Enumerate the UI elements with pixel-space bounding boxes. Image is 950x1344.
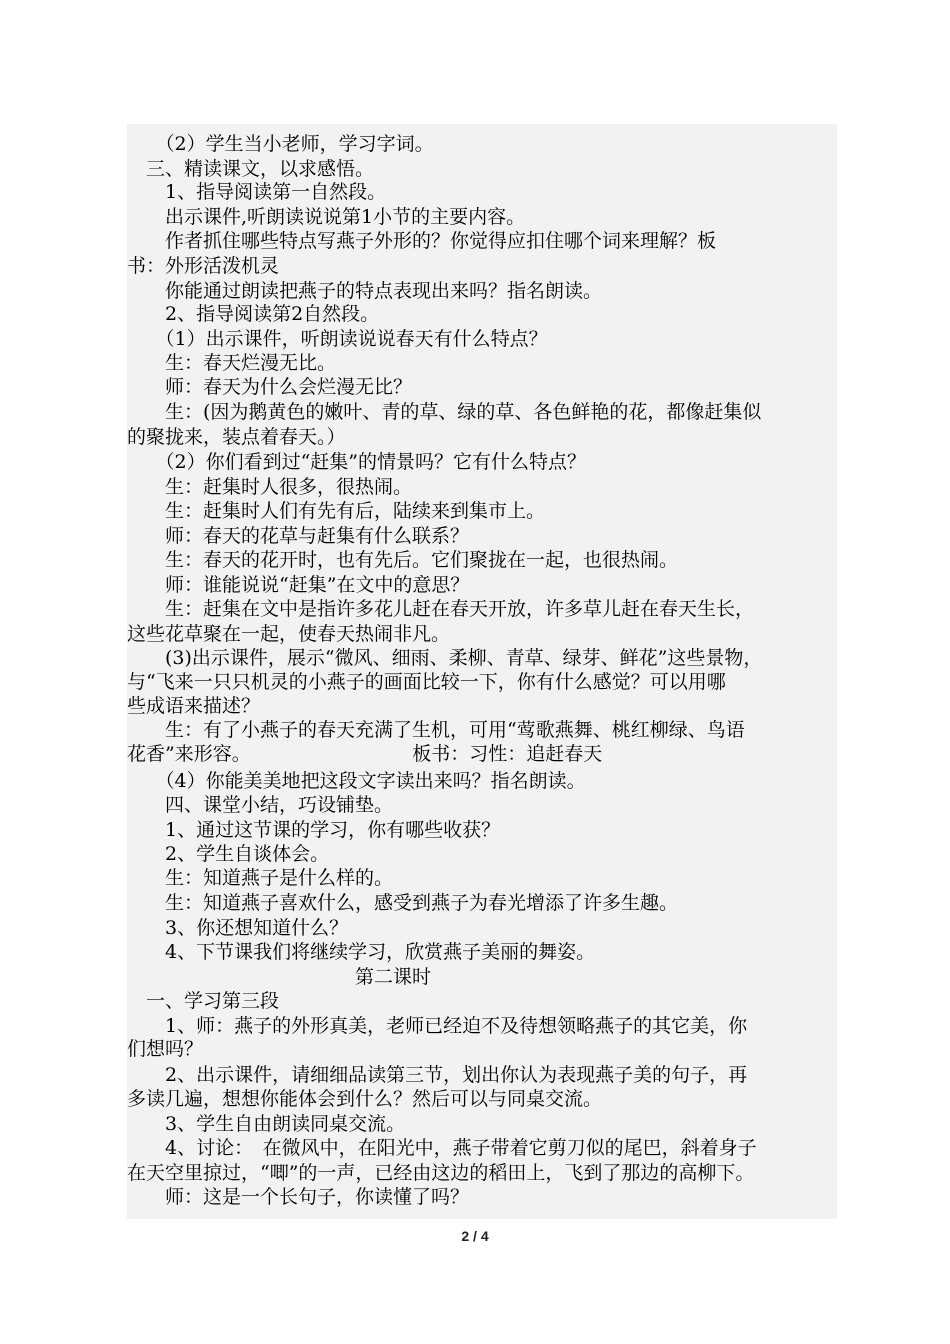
text-line: 1、指导阅读第一自然段。 <box>127 181 387 203</box>
text-line: 这些花草聚在一起，使春天热闹非凡。 <box>127 623 451 645</box>
text-line: 多读几遍，想想你能体会到什么？然后可以与同桌交流。 <box>127 1088 603 1110</box>
text-line: 生：有了小燕子的春天充满了生机，可用“莺歌燕舞、桃红柳绿、鸟语 <box>127 719 745 741</box>
page-number: 2 / 4 <box>461 1228 489 1244</box>
text-line: (3)出示课件，展示“微风、细雨、柔柳、青草、绿芽、鲜花”这些景物， <box>127 647 763 669</box>
text-line: 作者抓住哪些特点写燕子外形的？你觉得应扣住哪个词来理解？板 <box>127 230 717 252</box>
text-line: 2、学生自谈体会。 <box>127 843 330 865</box>
text-line: 书：外形活泼机灵 <box>127 255 280 277</box>
text-line: 的聚拢来，装点着春天。） <box>127 426 346 448</box>
text-line: 一、学习第三段 <box>127 990 280 1012</box>
text-line: 2、出示课件，请细细品读第三节，划出你认为表现燕子美的句子，再 <box>127 1064 748 1086</box>
text-line: 4、讨论： 在微风中，在阳光中，燕子带着它剪刀似的尾巴，斜着身子 <box>127 1137 757 1159</box>
text-line: 师：这是一个长句子，你读懂了吗？ <box>127 1186 470 1208</box>
text-line: 生：春天的花开时，也有先后。它们聚拢在一起，也很热闹。 <box>127 549 679 571</box>
text-line: 1、通过这节课的学习，你有哪些收获？ <box>127 819 501 841</box>
text-line: 生：春天烂漫无比。 <box>127 352 337 374</box>
text-line: 4、下节课我们将继续学习，欣赏燕子美丽的舞姿。 <box>127 941 596 963</box>
text-line: 生：知道燕子喜欢什么，感受到燕子为春光增添了许多生趣。 <box>127 892 679 914</box>
text-line: 生：赶集时人们有先有后，陆续来到集市上。 <box>127 500 546 522</box>
text-line: 师：春天为什么会烂漫无比？ <box>127 376 413 398</box>
text-line: （4）你能美美地把这段文字读出来吗？指名朗读。 <box>127 770 586 792</box>
text-line: 们想吗？ <box>127 1038 204 1060</box>
text-line: 师：春天的花草与赶集有什么联系？ <box>127 525 470 547</box>
text-line: （2）你们看到过“赶集”的情景吗？它有什么特点？ <box>127 451 587 473</box>
text-line: （1）出示课件，听朗读说说春天有什么特点？ <box>127 328 548 350</box>
text-line: 生：知道燕子是什么样的。 <box>127 867 394 889</box>
text-line: 2、指导阅读第2自然段。 <box>127 303 380 325</box>
text-line: 你能通过朗读把燕子的特点表现出来吗？指名朗读。 <box>127 280 603 302</box>
text-line: 些成语来描述？ <box>127 695 261 717</box>
text-line: 1、师：燕子的外形真美，老师已经迫不及待想领略燕子的其它美，你 <box>127 1015 748 1037</box>
text-line: 花香”来形容。 板书：习性：追赶春天 <box>127 743 603 765</box>
text-line: 3、学生自由朗读同桌交流。 <box>127 1113 406 1135</box>
text-line: 生：赶集时人很多，很热闹。 <box>127 476 413 498</box>
text-line: 与“飞来一只只机灵的小燕子的画面比较一下，你有什么感觉？可以用哪 <box>127 671 726 693</box>
text-line: 在天空里掠过，“唧”的一声，已经由这边的稻田上，飞到了那边的高柳下。 <box>127 1162 755 1184</box>
text-line: 生：赶集在文中是指许多花儿赶在春天开放，许多草儿赶在春天生长， <box>127 598 755 620</box>
text-line: 出示课件,听朗读说说第1小节的主要内容。 <box>127 206 526 228</box>
text-line: 第二课时 <box>127 966 432 988</box>
text-line: 四、课堂小结，巧设铺垫。 <box>127 794 394 816</box>
text-line: 3、你还想知道什么？ <box>127 917 349 939</box>
text-line: 师：谁能说说“赶集”在文中的意思？ <box>127 574 470 596</box>
text-line: 三、精读课文，以求感悟。 <box>127 158 375 180</box>
text-line: （2）学生当小老师，学习字词。 <box>127 133 434 155</box>
text-line: 生：(因为鹅黄色的嫩叶、青的草、绿的草、各色鲜艳的花，都像赶集似 <box>127 401 762 423</box>
